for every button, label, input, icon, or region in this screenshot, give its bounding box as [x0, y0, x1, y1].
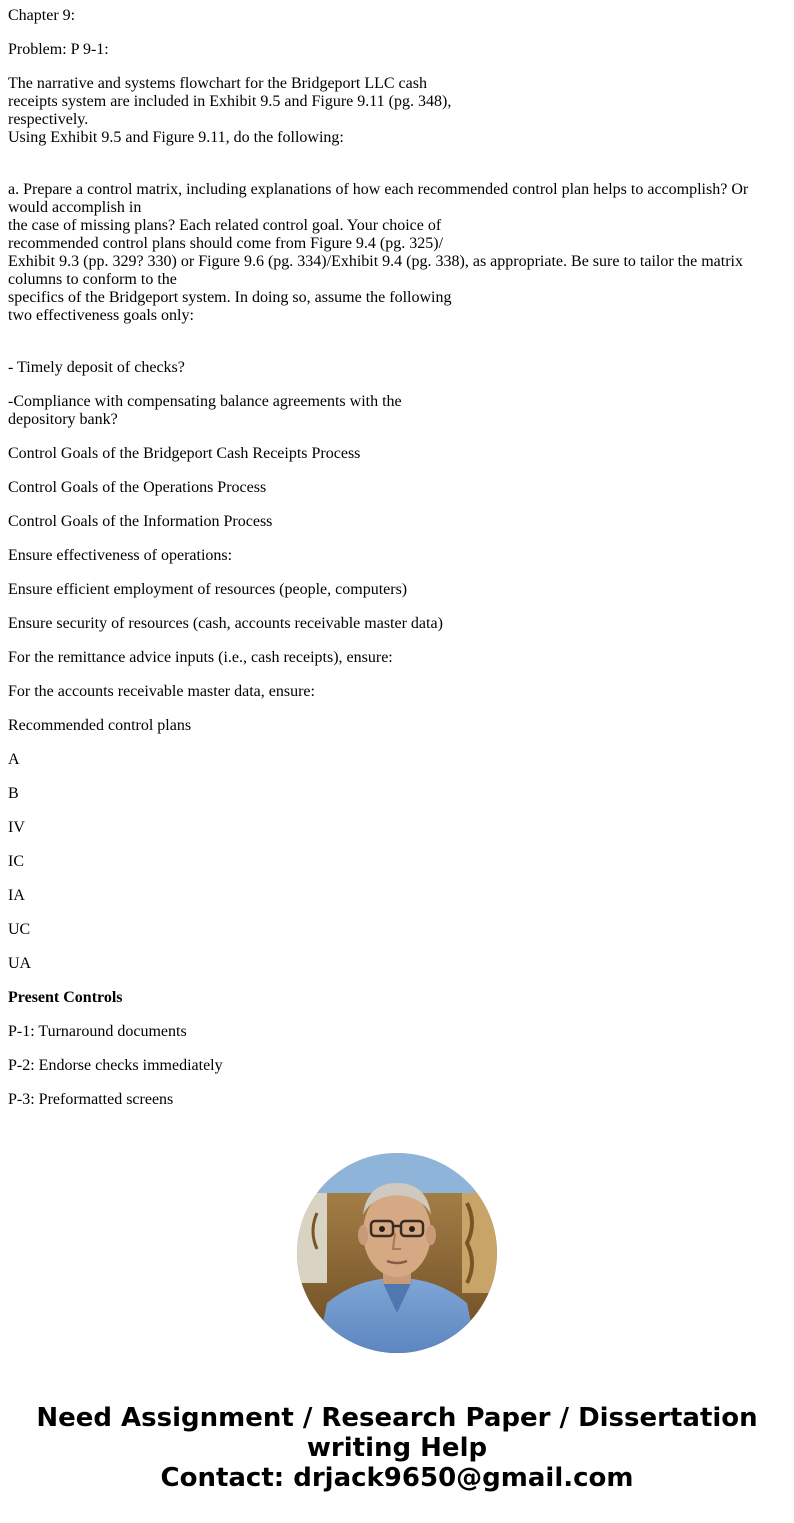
control-p3: P-3: Preformatted screens: [8, 1091, 174, 1108]
control-p1: P-1: Turnaround documents: [8, 1023, 187, 1040]
line-code-iv: IV: [8, 819, 25, 836]
present-controls-heading: Present Controls: [8, 989, 123, 1006]
line-ar-master-data: For the accounts receivable master data, ensure:: [8, 683, 315, 700]
line-code-ia: IA: [8, 887, 25, 904]
line-code-b: B: [8, 785, 19, 802]
line-effectiveness: Ensure effectiveness of operations:: [8, 547, 233, 564]
line-remittance-inputs: For the remittance advice inputs (i.e., cash receipts), ensure:: [8, 649, 393, 666]
promo-line-2: writing Help: [306, 1433, 488, 1463]
goal-compliance: -Compliance with compensating balance agreements with the depository bank?: [8, 393, 402, 428]
line-recommended-plans: Recommended control plans: [8, 717, 192, 734]
line-security: Ensure security of resources (cash, accounts receivable master data): [8, 615, 443, 632]
author-photo: [297, 1153, 497, 1353]
control-p2: P-2: Endorse checks immediately: [8, 1057, 223, 1074]
line-code-uc: UC: [8, 921, 31, 938]
line-control-goals-bridgeport: Control Goals of the Bridgeport Cash Receipts Process: [8, 445, 361, 462]
part-a-paragraph: a. Prepare a control matrix, including explanations of how each recommended control plan helps to accomplish? Or would accomplish in the case of missing plans? Each related control goal. Your choice of recommended control plans should come from Figure 9.4 (pg. 325)/ Exhibit 9.3 (pp. 329? 330) or Figure 9.6 (pg. 334)/Exhibit 9.4 (pg. 338), as appropriate. Be sure to tailor the matrix columns to conform to the specifics of the Bridgeport system. In doing so, assume the following two effectiveness goals only:: [8, 181, 749, 324]
problem-title: Problem: P 9-1:: [8, 41, 109, 58]
promo-line-1: Need Assignment / Research Paper / Dissertation: [36, 1403, 758, 1433]
chapter-title: Chapter 9:: [8, 7, 76, 24]
promo-banner: [0, 1403, 794, 1493]
portrait-image: [297, 1153, 497, 1353]
line-code-a: A: [8, 751, 20, 768]
line-efficient-employment: Ensure efficient employment of resources (people, computers): [8, 581, 408, 598]
line-control-goals-operations: Control Goals of the Operations Process: [8, 479, 267, 496]
line-code-ua: UA: [8, 955, 32, 972]
promo-contact: Contact: drjack9650@gmail.com: [160, 1463, 634, 1493]
intro-paragraph: The narrative and systems flowchart for the Bridgeport LLC cash receipts system are included in Exhibit 9.5 and Figure 9.11 (pg. 348), respectively.: [8, 75, 452, 128]
goal-timely-deposit: - Timely deposit of checks?: [8, 359, 185, 376]
line-control-goals-information: Control Goals of the Information Process: [8, 513, 273, 530]
line-code-ic: IC: [8, 853, 24, 870]
intro-instruction: Using Exhibit 9.5 and Figure 9.11, do the following:: [8, 129, 344, 146]
